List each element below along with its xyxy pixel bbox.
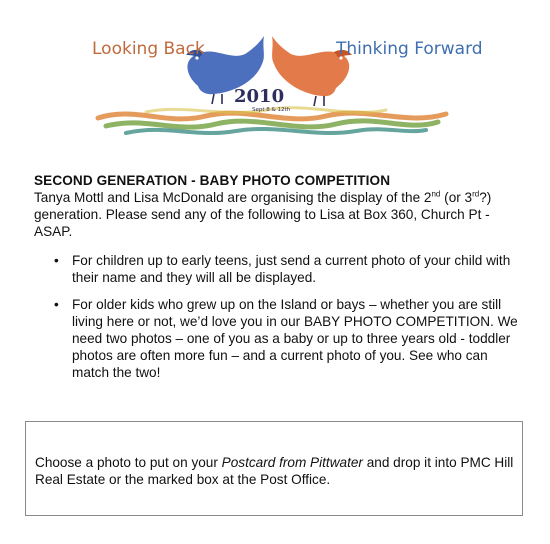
list-item-text: For children up to early teens, just send a current photo of your child with their name and they will all be displayed. bbox=[72, 253, 511, 285]
wave-orange bbox=[98, 113, 446, 119]
event-logo-graphic bbox=[86, 22, 483, 140]
wave-green bbox=[106, 121, 438, 127]
bullet-icon: • bbox=[54, 297, 59, 312]
intro-text-1: Tanya Mottl and Lisa McDonald are organising the display of the 2 bbox=[34, 190, 432, 205]
logo-right-text: Thinking Forward bbox=[336, 39, 483, 59]
postcard-text-after: and drop it into PMC Hill Real Estate or the marked box at the Post Office. bbox=[35, 455, 514, 487]
postcard-title: Postcard from Pittwater bbox=[221, 455, 363, 470]
intro-sup-1: nd bbox=[431, 189, 441, 199]
postcard-notice-text bbox=[35, 454, 515, 488]
wave-teal bbox=[126, 129, 426, 133]
intro-text-3: ?) generation. Please send any of the following to Lisa at Box 360, Church Pt - ASAP. bbox=[34, 190, 492, 239]
logo-left-text: Looking Back bbox=[92, 39, 205, 59]
list-item-text: For older kids who grew up on the Island or bays – whether you are still living here or not, we’d love you in our BABY PHOTO COMPETITION. We need two photos – one of you as a baby or up to three years old - toddler photos are often more fun – and a current photo of you. See who can match the two! bbox=[72, 297, 518, 380]
logo-dates: Sept 8 & 12th bbox=[252, 107, 291, 113]
postcard-notice-box bbox=[25, 421, 523, 516]
postcard-text-before: Choose a photo to put on your bbox=[35, 455, 222, 470]
event-logo bbox=[86, 22, 483, 140]
list-item bbox=[34, 296, 524, 381]
article-heading: SECOND GENERATION - BABY PHOTO COMPETITION bbox=[34, 173, 391, 188]
article bbox=[34, 172, 524, 391]
article-intro bbox=[34, 189, 524, 240]
intro-text-2: (or 3 bbox=[440, 190, 473, 205]
intro-sup-2: rd bbox=[472, 189, 480, 199]
bullet-icon: • bbox=[54, 253, 59, 268]
list-item bbox=[34, 252, 524, 286]
logo-year: 2010 bbox=[234, 86, 285, 107]
bullet-list bbox=[34, 252, 524, 381]
